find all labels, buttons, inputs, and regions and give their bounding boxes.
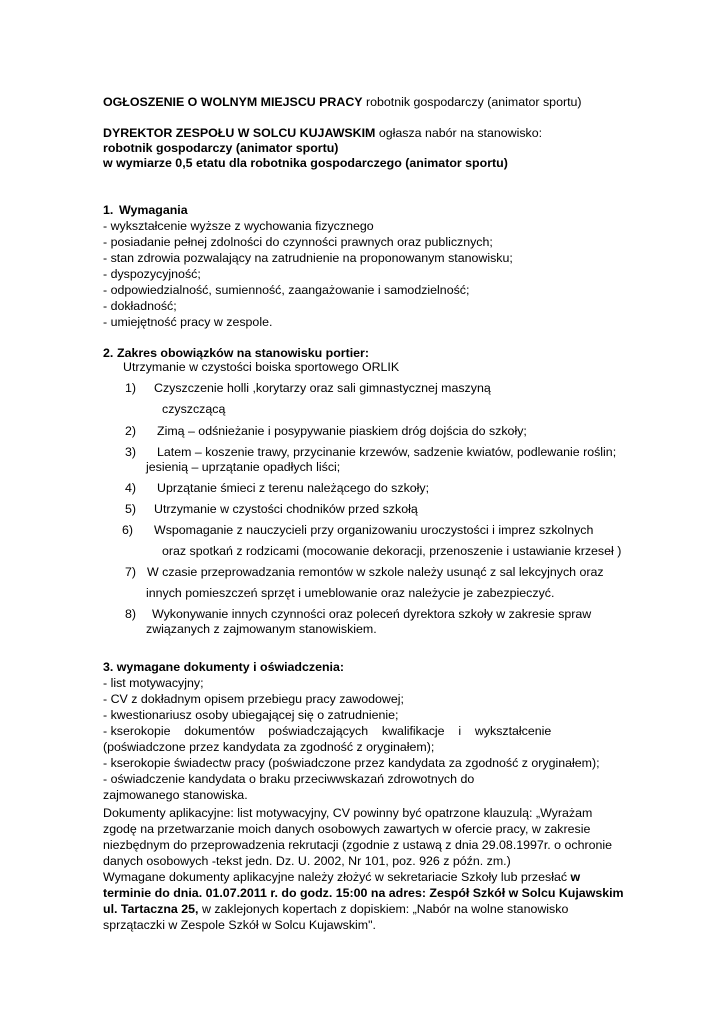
duty-number: 8) bbox=[125, 607, 137, 621]
requirement-item: - dyspozycyjność; bbox=[103, 267, 201, 281]
duty-text: Wspomaganie z nauczycieli przy organizowaniu uroczystości i imprez szkolnych bbox=[154, 523, 594, 537]
consent-paragraph-line: niezbędnym do przeprowadzenia rekrutacji (zgodnie z ustawą z dnia 29.08.1997r. o ochronie bbox=[103, 838, 613, 852]
consent-paragraph-line: zgodę na przetwarzanie moich danych osobowych zawartych w ofercie pracy, w zakresie bbox=[103, 822, 591, 836]
submission-text: Wymagane dokumenty aplikacyjne należy złożyć w sekretariacie Szkoły lub przesłać bbox=[103, 870, 571, 884]
submission-bold: w bbox=[570, 870, 581, 884]
requirements-heading: Wymagania bbox=[119, 203, 188, 217]
duty-number: 4) bbox=[125, 481, 137, 495]
document-item: - CV z dokładnym opisem przebiegu pracy zawodowej; bbox=[103, 692, 404, 706]
duty-number: 1) bbox=[125, 381, 137, 395]
consent-paragraph-line: danych osobowych -tekst jedn. Dz. U. 2002, Nr 101, poz. 926 z późn. zm.) bbox=[103, 854, 511, 868]
duty-number: 3) bbox=[125, 445, 137, 459]
duty-number: 2) bbox=[125, 424, 137, 438]
duty-number: 5) bbox=[125, 502, 137, 516]
duty-text-continuation: związanych z zajmowanym stanowiskiem. bbox=[146, 622, 377, 636]
duties-subheading: Utrzymanie w czystości boiska sportowego ORLIK bbox=[123, 360, 400, 374]
announcement-title-rest: robotnik gospodarczy (animator sportu) bbox=[362, 95, 582, 109]
documents-heading: 3. wymagane dokumenty i oświadczenia: bbox=[103, 660, 345, 674]
requirements-heading-number: 1. bbox=[103, 203, 114, 217]
document-item: zajmowanego stanowiska. bbox=[103, 788, 248, 802]
duty-text-continuation: jesienią – uprzątanie opadłych liści; bbox=[146, 460, 341, 474]
duty-text: W czasie przeprowadzania remontów w szkole należy usunąć z sal lekcyjnych oraz bbox=[147, 565, 604, 579]
duty-text-continuation: czyszczącą bbox=[162, 402, 226, 416]
duty-text-continuation: oraz spotkań z rodzicami (mocowanie dekoracji, przenoszenie i ustawianie krzeseł ) bbox=[162, 544, 622, 558]
duty-text: Wykonywanie innych czynności oraz poleceń dyrektora szkoły w zakresie spraw bbox=[152, 607, 592, 621]
requirement-item: - stan zdrowia pozwalający na zatrudnienie na proponowanym stanowisku; bbox=[103, 251, 513, 265]
requirement-item: - dokładność; bbox=[103, 299, 177, 313]
requirement-item: - umiejętność pracy w zespole. bbox=[103, 315, 273, 329]
document-item: - kserokopie świadectw pracy (poświadczone przez kandydata za zgodność z oryginałem); bbox=[103, 756, 600, 770]
document-item: - list motywacyjny; bbox=[103, 676, 204, 690]
document-item: (poświadczone przez kandydata za zgodność z oryginałem); bbox=[103, 740, 435, 754]
requirement-item: - posiadanie pełnej zdolności do czynności prawnych oraz publicznych; bbox=[103, 235, 493, 249]
requirement-item: - wykształcenie wyższe z wychowania fizycznego bbox=[103, 219, 374, 233]
document-item: - kwestionariusz osoby ubiegającej się o zatrudnienie; bbox=[103, 708, 399, 722]
consent-paragraph-line: Dokumenty aplikacyjne: list motywacyjny, CV powinny być opatrzone klauzulą: „Wyrażam bbox=[103, 806, 593, 820]
duty-number: 7) bbox=[125, 565, 137, 579]
submission-line-1 bbox=[103, 870, 580, 885]
submission-line-3 bbox=[103, 902, 568, 917]
duty-text: Uprzątanie śmieci z terenu należącego do szkoły; bbox=[157, 481, 430, 495]
submission-street: ul. Tartaczna 25, bbox=[103, 902, 199, 916]
intro-line-2: robotnik gospodarczy (animator sportu) bbox=[103, 141, 339, 155]
announcement-title bbox=[103, 95, 582, 110]
submission-text: w zaklejonych kopertach z dopiskiem: „Nabór na wolne stanowisko bbox=[198, 902, 569, 916]
requirement-item: - odpowiedzialność, sumienność, zaangażowanie i samodzielność; bbox=[103, 283, 470, 297]
duty-text: Zimą – odśnieżanie i posypywanie piaskiem dróg dojścia do szkoły; bbox=[157, 424, 527, 438]
duty-text: Utrzymanie w czystości chodników przed szkołą bbox=[154, 502, 418, 516]
duty-number: 6) bbox=[122, 523, 134, 537]
submission-deadline-address: terminie do dnia. 01.07.2011 r. do godz. 15:00 na adres: Zespół Szkół w Solcu Kujawskim bbox=[103, 886, 624, 900]
duties-heading-number: 2. bbox=[103, 346, 114, 360]
submission-line-4: sprzątaczki w Zespole Szkół w Solcu Kujawskim". bbox=[103, 918, 376, 932]
document-item: - kserokopie dokumentów poświadczających kwalifikacje i wykształcenie bbox=[103, 724, 552, 738]
duties-heading: Zakres obowiązków na stanowisku portier: bbox=[117, 346, 369, 360]
duty-text: Latem – koszenie trawy, przycinanie krzewów, sadzenie kwiatów, podlewanie roślin; bbox=[157, 445, 617, 459]
duty-text-continuation: innych pomieszczeń sprzęt i umeblowanie oraz należycie je zabezpieczyć. bbox=[146, 586, 555, 600]
intro-line-1 bbox=[103, 126, 542, 141]
intro-line-3: w wymiarze 0,5 etatu dla robotnika gospodarczego (animator sportu) bbox=[103, 156, 508, 170]
intro-line-1-rest: ogłasza nabór na stanowisko: bbox=[375, 126, 543, 140]
intro-line-1-bold: DYREKTOR ZESPOŁU W SOLCU KUJAWSKIM bbox=[103, 126, 376, 140]
document-item: - oświadczenie kandydata o braku przeciwwskazań zdrowotnych do bbox=[103, 772, 475, 786]
announcement-title-bold: OGŁOSZENIE O WOLNYM MIEJSCU PRACY bbox=[103, 95, 363, 109]
duty-text: Czyszczenie holli ,korytarzy oraz sali gimnastycznej maszyną bbox=[154, 381, 491, 395]
